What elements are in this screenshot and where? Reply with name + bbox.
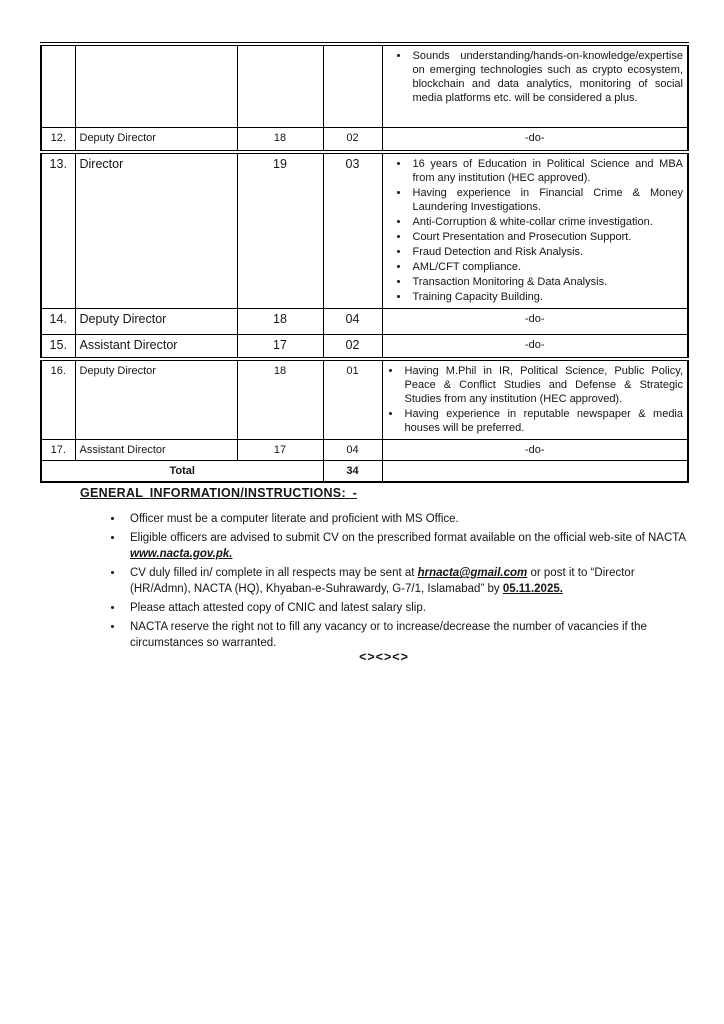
sno-cell: 15.	[41, 335, 75, 359]
general-info-item	[124, 600, 688, 616]
requirement-list	[387, 157, 684, 304]
table-row-16	[41, 359, 688, 440]
requirements-cell: -do-	[382, 439, 688, 460]
vacancies-cell: 01	[323, 359, 382, 440]
table-row-13	[41, 152, 688, 309]
vacancies-cell: 02	[323, 127, 382, 152]
hr-email-link[interactable]: hrnacta@gmail.com	[417, 567, 528, 579]
requirements-cell	[382, 152, 688, 309]
requirements-cell	[382, 44, 688, 127]
table-row-14	[41, 309, 688, 335]
requirement-bullet: • Training Capacity Building.	[410, 290, 684, 304]
general-info-item	[124, 511, 688, 527]
position-cell: Director	[75, 152, 237, 309]
vacancies-cell: 02	[323, 335, 382, 359]
general-info-list	[80, 511, 688, 651]
nacta-website-link[interactable]: www.nacta.gov.pk.	[130, 548, 233, 560]
text-segment: or post it to “Director (HR/Admn), NACTA (HQ), Khyaban-e-Suhrawardy, G-7/1, Islamabad” by	[130, 567, 635, 595]
table-row-total	[41, 460, 688, 482]
vacancy-table	[40, 42, 689, 483]
requirement-bullet: • Anti-Corruption & white-collar crime investigation.	[410, 215, 684, 229]
grade-cell: 17	[237, 439, 323, 460]
text-segment: Officer must be a computer literate and proficient with MS Office.	[130, 513, 459, 525]
vacancies-cell: 03	[323, 152, 382, 309]
position-cell	[75, 44, 237, 127]
sno-cell	[41, 44, 75, 127]
requirement-bullet: • AML/CFT compliance.	[410, 260, 684, 274]
vacancies-cell: 04	[323, 439, 382, 460]
position-cell: Deputy Director	[75, 127, 237, 152]
requirement-bullet: • 16 years of Education in Political Science and MBA from any institution (HEC approved).	[410, 157, 684, 185]
requirements-cell	[382, 359, 688, 440]
requirement-bullet: • Having M.Phil in IR, Political Science, Public Policy, Peace & Conflict Studies and Defense & Strategic Studies from any institution (HEC approved).	[402, 364, 684, 406]
deadline-date: 05.11.2025.	[502, 583, 563, 595]
total-empty-cell	[382, 460, 688, 482]
sno-cell: 12.	[41, 127, 75, 152]
requirements-cell: -do-	[382, 309, 688, 335]
requirement-bullet: • Sounds understanding/hands-on-knowledge/expertise on emerging technologies such as crypto ecosystem, blockchain and data analytics, monitoring of social media platforms etc. will be considered a plus.	[410, 49, 684, 105]
requirement-list	[387, 49, 684, 105]
general-info-item	[124, 530, 688, 562]
table-row-continuation	[41, 44, 688, 127]
total-label-cell: Total	[41, 460, 323, 482]
table-row-12	[41, 127, 688, 152]
position-cell: Assistant Director	[75, 335, 237, 359]
text-segment: Please attach attested copy of CNIC and latest salary slip.	[130, 602, 426, 614]
end-separator: <><><>	[359, 650, 409, 664]
requirement-bullet: • Having experience in reputable newspaper & media houses will be preferred.	[402, 407, 684, 435]
general-information-section	[80, 486, 688, 654]
sno-cell: 13.	[41, 152, 75, 309]
grade-cell: 18	[237, 359, 323, 440]
requirement-bullet: • Court Presentation and Prosecution Support.	[410, 230, 684, 244]
position-cell: Deputy Director	[75, 359, 237, 440]
table-row-15	[41, 335, 688, 359]
requirement-bullet: • Fraud Detection and Risk Analysis.	[410, 245, 684, 259]
position-cell: Deputy Director	[75, 309, 237, 335]
grade-cell: 18	[237, 309, 323, 335]
position-cell: Assistant Director	[75, 439, 237, 460]
requirement-bullet: • Having experience in Financial Crime & Money Laundering Investigations.	[410, 186, 684, 214]
sno-cell: 14.	[41, 309, 75, 335]
text-segment: CV duly filled in/ complete in all respects may be sent at	[130, 567, 418, 579]
requirements-cell: -do-	[382, 127, 688, 152]
general-info-item	[124, 565, 688, 597]
grade-cell: 18	[237, 127, 323, 152]
requirement-bullet: • Transaction Monitoring & Data Analysis.	[410, 275, 684, 289]
text-segment: NACTA reserve the right not to fill any vacancy or to increase/decrease the number of vacancies if the circumstances so warranted.	[130, 621, 647, 649]
grade-cell: 19	[237, 152, 323, 309]
grade-cell	[237, 44, 323, 127]
general-info-heading: GENERAL INFORMATION/INSTRUCTIONS: -	[80, 486, 358, 500]
total-count-cell: 34	[323, 460, 382, 482]
sno-cell: 17.	[41, 439, 75, 460]
table-row-17	[41, 439, 688, 460]
sno-cell: 16.	[41, 359, 75, 440]
text-segment: Eligible officers are advised to submit CV on the prescribed format available on the official web-site of NACTA	[130, 532, 686, 544]
vacancies-cell	[323, 44, 382, 127]
vacancies-cell: 04	[323, 309, 382, 335]
requirements-cell: -do-	[382, 335, 688, 359]
general-info-item	[124, 619, 688, 651]
requirement-list	[387, 364, 684, 435]
grade-cell: 17	[237, 335, 323, 359]
